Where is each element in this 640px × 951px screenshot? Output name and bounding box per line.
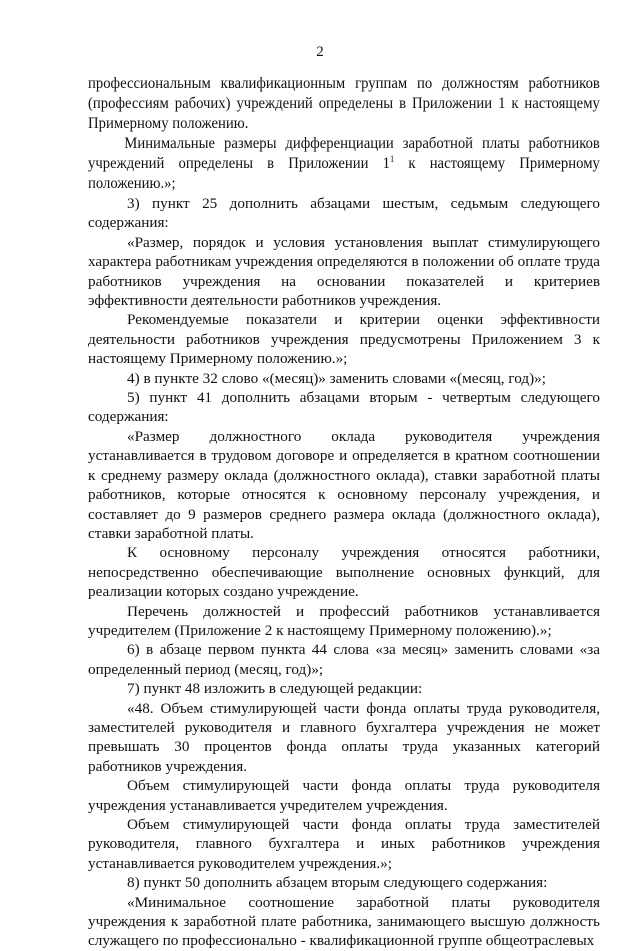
paragraph-item-7: 7) пункт 48 изложить в следующей редакции:	[127, 680, 423, 698]
paragraph-min-differentiation	[88, 134, 600, 194]
paragraph-item-5: 5) пункт 41 дополнить абзацами вторым - четвертым следующего содержания:	[88, 389, 600, 426]
superscript: 1	[390, 154, 395, 164]
paragraph-item-6: 6) в абзаце первом пункта 44 слова «за месяц» заменить словами «за определенный период (месяц, год)»;	[88, 641, 600, 678]
paragraph-quote-incentive-size: «Размер, порядок и условия установления выплат стимулирующего характера работникам учреждения определяются в положении об оплате труда работников учреждения на основании показателей и критериев эффективности деятельности работников учреждения.	[88, 233, 600, 310]
paragraph-quote-head-salary: «Размер должностного оклада руководителя учреждения устанавливается в трудовом договоре и определяется в кратном соотношении к среднему размеру оклада (должностного оклада), ставки заработной платы работников, которые относятся к основному персоналу учреждения, и составляет до 9 размеров среднего размера оклада (должностного оклада), ставки заработной платы.	[88, 427, 600, 542]
paragraph-quote-48: «48. Объем стимулирующей части фонда оплаты труда руководителя, заместителей руководителя и главного бухгалтера учреждения не может превышать 30 процентов фонда оплаты труда указанных категорий работников учреждения.	[88, 699, 600, 775]
paragraph-item-3: 3) пункт 25 дополнить абзацами шестым, седьмым следующего содержания:	[88, 195, 600, 232]
document-body	[88, 74, 600, 951]
paragraph-positions-list: Перечень должностей и профессий работников устанавливается учредителем (Приложение 2 к настоящему Примерному положению).»;	[88, 602, 600, 639]
paragraph-quote-min-ratio: «Минимальное соотношение заработной платы руководителя учреждения к заработной плате работника, занимающего высшую должность служащего по профессионально - квалификационной группе общеотраслевых	[88, 893, 600, 950]
paragraph-item-8: 8) пункт 50 дополнить абзацем вторым следующего содержания:	[127, 874, 548, 892]
paragraph-core-staff: К основному персоналу учреждения относятся работники, непосредственно обеспечивающие выполнение основных функций, для реализации которых создано учреждение.	[88, 544, 600, 601]
page-number: 2	[316, 44, 324, 60]
paragraph-item-4: 4) в пункте 32 слово «(месяц)» заменить словами «(месяц, год)»;	[127, 369, 546, 387]
paragraph-text: к настоящему Примерному положению.»;	[88, 155, 600, 192]
paragraph-text: Минимальные размеры дифференциации заработной платы работников учреждений определены в Приложении 1	[88, 135, 600, 172]
paragraph-deputies-incentive: Объем стимулирующей части фонда оплаты труда заместителей руководителя, главного бухгалтера и иных работников учреждения устанавливается руководителем учреждения.»;	[88, 816, 600, 872]
paragraph-head-incentive: Объем стимулирующей части фонда оплаты труда руководителя учреждения устанавливается учредителем учреждения.	[88, 777, 600, 814]
paragraph-continuation: профессиональным квалификационным группам по должностям работников (профессиям рабочих) учреждений определены в Приложении 1 к настоящему Примерному положению.	[88, 75, 600, 132]
paragraph-recommended-indicators: Рекомендуемые показатели и критерии оценки эффективности деятельности работников учреждения предусмотрены Приложением 3 к настоящему Примерному положению.»;	[88, 311, 600, 368]
